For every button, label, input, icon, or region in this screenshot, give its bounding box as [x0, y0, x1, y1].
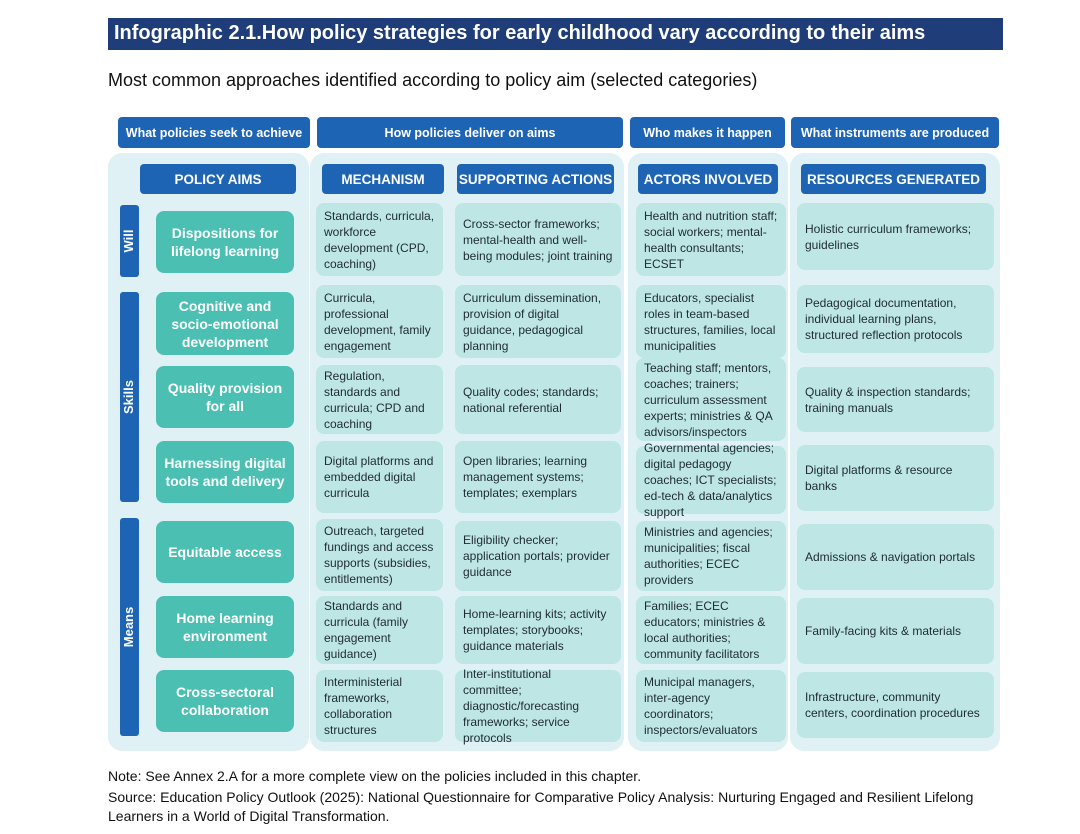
header-mechanism: MECHANISM — [322, 164, 444, 194]
cell-mechanism-3: Digital platforms and embedded digital curricula — [316, 441, 443, 513]
cell-supporting-6: Inter-institutional committee; diagnostic/forecasting frameworks; service protocols — [455, 670, 621, 742]
header-supporting-actions: SUPPORTING ACTIONS — [457, 164, 614, 194]
aim-dispositions: Dispositions for lifelong learning — [156, 211, 294, 273]
header-resources-generated: RESOURCES GENERATED — [801, 164, 986, 194]
aim-cognitive: Cognitive and socio-emotional development — [156, 292, 294, 355]
cell-mechanism-4: Outreach, targeted fundings and access supports (subsidies, entitlements) — [316, 519, 443, 591]
cell-resources-5: Family-facing kits & materials — [797, 598, 994, 664]
note-text: Note: See Annex 2.A for a more complete view on the policies included in this chapter. — [108, 768, 642, 784]
cell-mechanism-0: Standards, curricula, workforce development (CPD, coaching) — [316, 203, 443, 276]
cell-resources-0: Holistic curriculum frameworks; guidelines — [797, 203, 994, 270]
cell-actors-0: Health and nutrition staff; social workers; mental-health consultants; ECSET — [636, 203, 786, 276]
aim-cross-sectoral: Cross-sectoral collaboration — [156, 670, 294, 732]
tab-how-policies-deliver: How policies deliver on aims — [317, 117, 623, 148]
group-will-bar — [120, 205, 139, 277]
aim-quality-provision: Quality provision for all — [156, 366, 294, 428]
tab-who-makes-it-happen: Who makes it happen — [630, 117, 785, 148]
cell-actors-4: Ministries and agencies; municipalities; fiscal authorities; ECEC providers — [636, 521, 786, 591]
group-skills-bar — [120, 292, 139, 502]
cell-resources-6: Infrastructure, community centers, coordination procedures — [797, 672, 994, 738]
cell-resources-3: Digital platforms & resource banks — [797, 445, 994, 511]
header-actors-involved: ACTORS INVOLVED — [638, 164, 778, 194]
cell-actors-2: Teaching staff; mentors, coaches; trainers; curriculum assessment experts; ministries & QA advisors/inspectors — [636, 358, 786, 441]
cell-supporting-1: Curriculum dissemination, provision of digital guidance, pedagogical planning — [455, 285, 621, 358]
cell-mechanism-2: Regulation, standards and curricula; CPD and coaching — [316, 365, 443, 434]
cell-supporting-0: Cross-sector frameworks; mental-health and well-being modules; joint training — [455, 203, 621, 276]
infographic-title: Infographic 2.1.How policy strategies for early childhood vary according to their aims — [108, 18, 1003, 50]
cell-actors-1: Educators, specialist roles in team-based structures, families, local municipalities — [636, 285, 786, 358]
cell-mechanism-1: Curricula, professional development, family engagement — [316, 285, 443, 358]
tab-what-policies-seek: What policies seek to achieve — [118, 117, 310, 148]
header-policy-aims: POLICY AIMS — [140, 164, 296, 194]
group-means-bar — [120, 518, 139, 736]
cell-supporting-4: Eligibility checker; application portals; provider guidance — [455, 521, 621, 591]
group-means-label: Means — [121, 606, 136, 648]
cell-resources-2: Quality & inspection standards; training manuals — [797, 367, 994, 432]
group-skills-label: Skills — [121, 380, 136, 414]
cell-supporting-2: Quality codes; standards; national referential — [455, 365, 621, 434]
cell-actors-5: Families; ECEC educators; ministries & local authorities; community facilitators — [636, 596, 786, 664]
cell-supporting-3: Open libraries; learning management systems; templates; exemplars — [455, 441, 621, 513]
cell-mechanism-6: Interministerial frameworks, collaboration structures — [316, 670, 443, 742]
group-will-label: Will — [121, 229, 136, 253]
source-text: Source: Education Policy Outlook (2025): National Questionnaire for Comparative Policy Analysis: Nurturing Engaged and Resilient Lifelong Learners in a World of Digital Transformation. — [108, 789, 974, 824]
cell-mechanism-5: Standards and curricula (family engagement guidance) — [316, 596, 443, 664]
cell-resources-1: Pedagogical documentation, individual learning plans, structured reflection protocols — [797, 285, 994, 353]
aim-home-learning: Home learning environment — [156, 596, 294, 658]
tab-what-instruments: What instruments are produced — [791, 117, 999, 148]
aim-digital-tools: Harnessing digital tools and delivery — [156, 441, 294, 503]
aim-equitable-access: Equitable access — [156, 521, 294, 583]
cell-actors-6: Municipal managers, inter-agency coordinators; inspectors/evaluators — [636, 670, 786, 742]
cell-supporting-5: Home-learning kits; activity templates; storybooks; guidance materials — [455, 596, 621, 664]
infographic-subtitle: Most common approaches identified according to policy aim (selected categories) — [108, 70, 758, 90]
cell-resources-4: Admissions & navigation portals — [797, 524, 994, 590]
cell-actors-3: Governmental agencies; digital pedagogy coaches; ICT specialists; ed-tech & data/analytics support — [636, 446, 786, 514]
